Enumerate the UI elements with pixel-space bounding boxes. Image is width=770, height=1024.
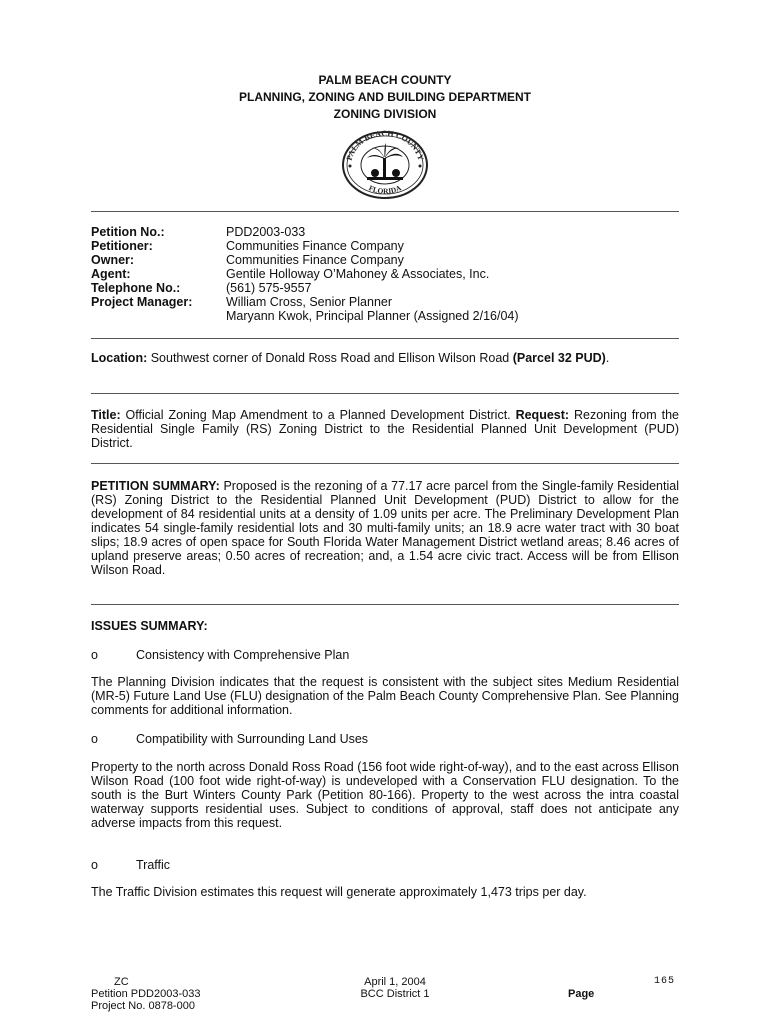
- location-label: Location:: [91, 351, 148, 365]
- divider: [91, 393, 679, 394]
- location-text: Southwest corner of Donald Ross Road and Ellison Wilson Road: [147, 351, 513, 365]
- field-value: William Cross, Senior Planner: [226, 295, 393, 309]
- issue-text-consistency: The Planning Division indicates that the request is consistent with the subject sites Medium Residential (MR-5) Future Land Use (FLU) designation of the Palm Beach County Comprehensive Plan. See Planning comments for additional information.: [91, 675, 679, 717]
- issue-item-compatibility: [91, 732, 368, 746]
- field-row: [91, 295, 519, 309]
- field-row: [91, 281, 519, 295]
- issue-item-consistency: [91, 648, 349, 662]
- request-text: Rezoning from the Residential Single Family (RS) Zoning District to the Residential Planned Unit Development (PUD) District.: [91, 408, 679, 450]
- footer-zc: ZC: [114, 976, 129, 988]
- issue-label: Traffic: [136, 858, 171, 872]
- divider: [91, 338, 679, 339]
- field-row: [91, 239, 519, 253]
- bullet-marker: o: [91, 858, 98, 872]
- petition-summary-text: Proposed is the rezoning of a 77.17 acre parcel from the Single-family Residential (RS) Zoning District to the Residential Planned Unit Development (PUD) District to allow for the development of 84 residential units at a density of 1.09 units per acre. The Preliminary Development Plan indicates 54 single-family residential lots and 30 multi-family units; an 18.9 acre water tract with 30 boat slips; 18.9 acres of open space for South Florida Water Management District wetland areas; 8.46 acres of upland preserve areas; 0.50 acres of recreation; and, a 1.54 acre civic tract. Access will be from Ellison Wilson Road.: [91, 479, 679, 577]
- field-label: Petitioner:: [91, 239, 153, 253]
- footer-petition: Petition PDD2003-033: [91, 988, 201, 1000]
- bullet-marker: o: [91, 648, 98, 662]
- footer-project: Project No. 0878-000: [91, 1000, 195, 1012]
- petition-summary: [91, 479, 679, 577]
- divider: [91, 604, 679, 605]
- location-parcel: (Parcel 32 PUD): [512, 351, 606, 365]
- petition-fields: [91, 225, 519, 323]
- footer-center: [340, 976, 450, 1000]
- issue-label: Compatibility with Surrounding Land Uses: [136, 732, 369, 746]
- field-value: Communities Finance Company: [226, 253, 404, 267]
- field-label: Agent:: [91, 267, 131, 281]
- issue-text-traffic: The Traffic Division estimates this request will generate approximately 1,473 trips per day.: [91, 885, 587, 899]
- field-value: Gentile Holloway O’Mahoney & Associates, Inc.: [226, 267, 490, 281]
- location-block: [91, 351, 679, 365]
- field-value: Communities Finance Company: [226, 239, 404, 253]
- field-label: Owner:: [91, 253, 135, 267]
- issue-label: Consistency with Comprehensive Plan: [136, 648, 350, 662]
- field-label: Petition No.:: [91, 225, 165, 239]
- field-value: Maryann Kwok, Principal Planner (Assigned 2/16/04): [226, 309, 519, 323]
- divider: [91, 463, 679, 464]
- field-row: [91, 253, 519, 267]
- field-label: Telephone No.:: [91, 281, 181, 295]
- bullet-marker: o: [91, 732, 98, 746]
- title-label: Title:: [91, 408, 121, 422]
- field-row: [91, 267, 519, 281]
- footer-left: [91, 976, 200, 1012]
- field-row: [91, 225, 519, 239]
- svg-text:PALM BEACH COUNTY: PALM BEACH COUNTY: [344, 128, 426, 162]
- footer-page-label: Page: [568, 988, 595, 1000]
- issue-text-compatibility: Property to the north across Donald Ross Road (156 foot wide right-of-way), and to the east across Ellison Wilson Road (100 foot wide right-of-way) is undeveloped with a Conservation FLU designation. To the south is the Burt Winters County Park (Petition 80-166). Property to the west across the intra coastal waterway supports residential uses. Subject to conditions of approval, staff does not anticipate any adverse impacts from this request.: [91, 760, 679, 830]
- field-value: (561) 575-9557: [226, 281, 312, 295]
- header-department: PLANNING, ZONING AND BUILDING DEPARTMENT: [239, 90, 531, 104]
- header-county: PALM BEACH COUNTY: [318, 73, 452, 87]
- petition-summary-label: PETITION SUMMARY:: [91, 479, 220, 493]
- divider: [91, 211, 679, 212]
- svg-text:FLORIDA: FLORIDA: [367, 183, 403, 196]
- footer-page-number: 165: [654, 976, 676, 987]
- title-block: [91, 408, 679, 450]
- field-label: [91, 309, 226, 323]
- title-text: Official Zoning Map Amendment to a Planned Development District.: [120, 408, 516, 422]
- issue-item-traffic: [91, 858, 170, 872]
- field-label: Project Manager:: [91, 295, 193, 309]
- county-seal-logo: [339, 128, 431, 200]
- field-value: PDD2003-033: [226, 225, 306, 239]
- document-header: [0, 72, 770, 123]
- issues-summary-title: ISSUES SUMMARY:: [91, 619, 208, 633]
- location-end: .: [605, 351, 610, 365]
- header-division: ZONING DIVISION: [333, 107, 437, 121]
- footer-date: April 1, 2004: [364, 976, 426, 988]
- field-row: [91, 309, 519, 323]
- request-label: Request:: [515, 408, 570, 422]
- footer-district: BCC District 1: [360, 988, 430, 1000]
